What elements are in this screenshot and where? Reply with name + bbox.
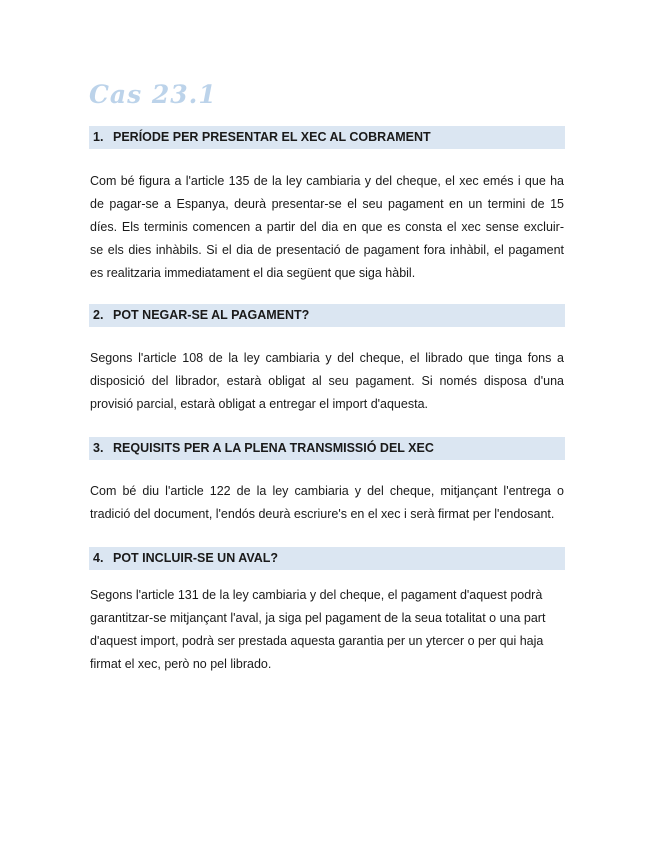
paragraph-line: tradició del document, l'endós deurà escriure's en el xec i serà firmat per l'endosant. [90,507,555,521]
section-number: 2. [93,308,104,322]
paragraph-line: provisió parcial, estarà obligat a entregar el import d'aquesta. [90,397,428,411]
paragraph-line: díes. Els terminis comencen a partir del dia en que es consta el xec sense excluir- [90,220,564,234]
section-paragraph-2 [90,347,564,416]
paragraph-line: de pagar-se a Espanya, deurà presentar-se el seu pagament en un termini de 15 [90,197,564,211]
paragraph-line: d'aquest import, podrà ser prestada aquesta garantia per un ytercer o per qui haja [90,634,544,648]
paragraph-line: es realitzaria immediatament el dia següent que siga hàbil. [90,266,416,280]
paragraph-line: garantitzar-se mitjançant l'aval, ja siga pel pagament de la seua totalitat o una part [90,611,546,625]
paragraph-line: Segons l'article 131 de la ley cambiaria y del cheque, el pagament d'aquest podrà [90,588,543,602]
section-heading-3 [89,437,565,460]
section-paragraph-3 [90,480,564,526]
paragraph-line: firmat el xec, però no pel librado. [90,657,272,671]
document-title: Cas 23.1 [89,80,217,109]
section-paragraph-4 [90,584,564,676]
paragraph-line: disposició del librador, estarà obligat al seu pagament. Si només disposa d'una [90,374,564,388]
paragraph-line: Com bé diu l'article 122 de la ley cambiaria y del cheque, mitjançant l'entrega o [90,484,564,498]
section-heading-4 [89,547,565,570]
paragraph-line: Com bé figura a l'article 135 de la ley cambiaria y del cheque, el xec emés i que ha [90,174,564,188]
section-heading-1 [89,126,565,149]
section-title: PERÍODE PER PRESENTAR EL XEC AL COBRAMENT [113,130,431,144]
section-number: 4. [93,551,104,565]
section-paragraph-1 [90,170,564,285]
paragraph-line: Segons l'article 108 de la ley cambiaria y del cheque, el librado que tinga fons a [90,351,564,365]
section-title: POT INCLUIR-SE UN AVAL? [113,551,279,565]
section-title: POT NEGAR-SE AL PAGAMENT? [113,308,310,322]
paragraph-line: se els dies inhàbils. Si el dia de presentació de pagament fora inhàbil, el pagament [90,243,564,257]
section-heading-2 [89,304,565,327]
section-title: REQUISITS PER A LA PLENA TRANSMISSIÓ DEL XEC [113,441,434,455]
section-number: 1. [93,130,104,144]
section-number: 3. [93,441,104,455]
